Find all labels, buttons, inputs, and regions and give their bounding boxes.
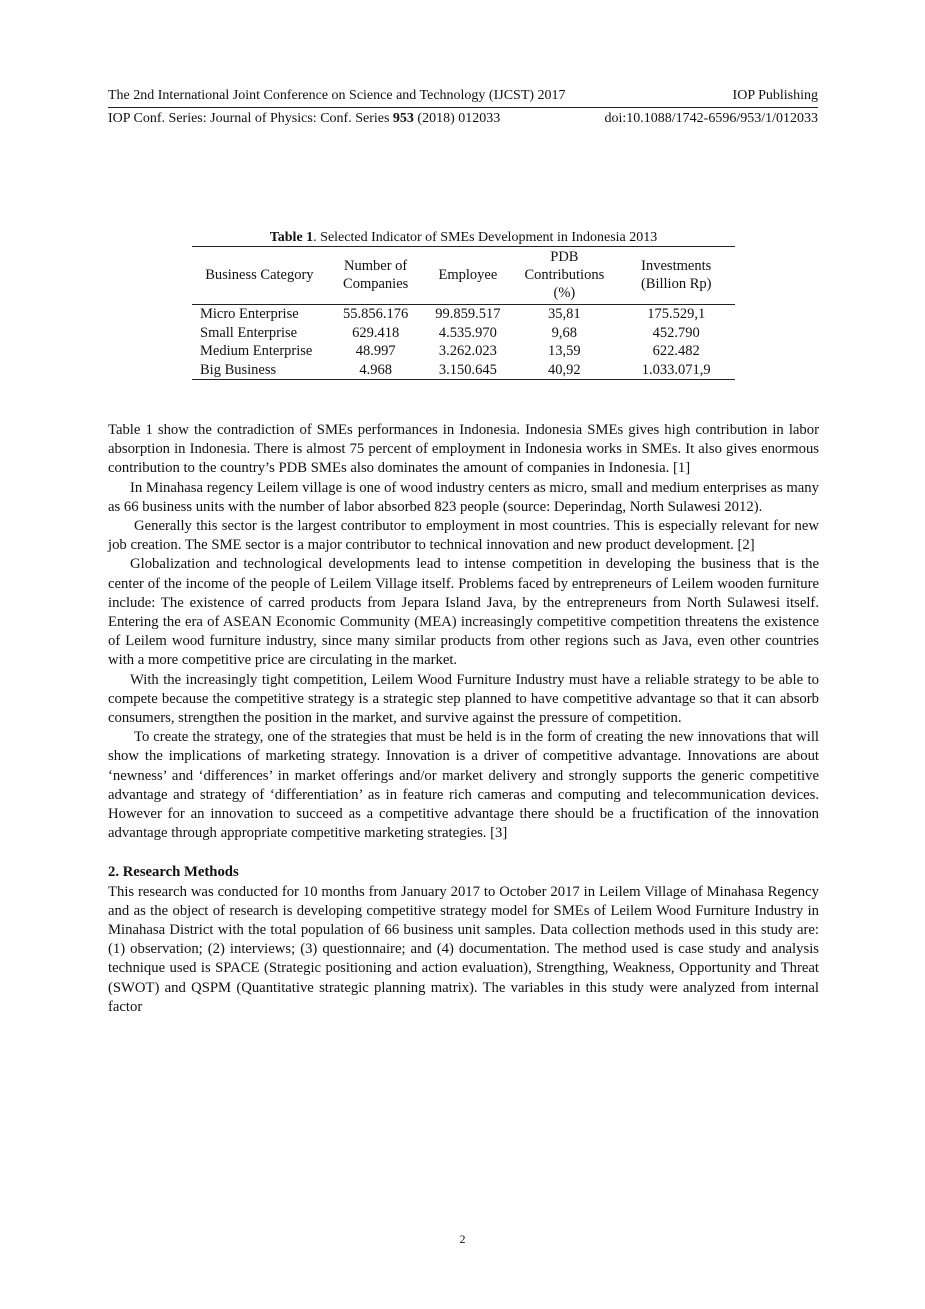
cell-employee: 3.262.023 bbox=[438, 343, 497, 359]
table-row bbox=[192, 305, 735, 324]
doi: doi:10.1088/1742-6596/953/1/012033 bbox=[604, 111, 818, 126]
cell-companies: 48.997 bbox=[355, 343, 396, 359]
paragraph: Globalization and technological developments lead to intense competition in developing the business that is the center of the income of the people of Leilem Village itself. Problems faced by entrepreneurs of Leilem wooden furniture include: The existence of carred products from Jepara Island Java, by the entrepreneurs from North Sulawesi itself. Entering the era of ASEAN Economic Community (MEA) increasingly competitive competition threatens the existence of Leilem wood furniture industry, since many similar products from other regions such as Java, even other countries with a more competitive price are circulating in the market. bbox=[108, 556, 819, 669]
conference-name: The 2nd International Joint Conference on Science and Technology (IJCST) 2017 bbox=[108, 88, 566, 103]
cell-pdb: 9,68 bbox=[551, 324, 578, 341]
cell-companies: 55.856.176 bbox=[343, 306, 409, 322]
cell-investments: 175.529,1 bbox=[647, 306, 706, 322]
table-row bbox=[192, 361, 735, 380]
publisher-name: IOP Publishing bbox=[732, 88, 818, 103]
cell-companies: 629.418 bbox=[352, 324, 400, 341]
table-1 bbox=[192, 229, 735, 380]
paragraph: To create the strategy, one of the strategies that must be held is in the form of creating the new innovations that will show the implications of marketing strategy. Innovation is a driver of competitive advantage. Innovations are about ‘newness’ and ‘differences’ in market offerings and/or market delivery and strongly supports the generic competitive advantage and strategy of ‘differentiation’ as in feature rich cameras and computing and telecommunication devices. However for an innovation to succeed as a competitive advantage there should be a fructification of the innovation advantage through appropriate competitive marketing strategies. [3] bbox=[108, 729, 819, 842]
cell-category: Medium Enterprise bbox=[200, 343, 313, 359]
header-number-of-companies: Number of Companies bbox=[327, 247, 425, 305]
table-row bbox=[192, 324, 735, 343]
cell-companies: 4.968 bbox=[359, 361, 392, 378]
cell-pdb: 40,92 bbox=[548, 361, 581, 378]
paragraph: Table 1 show the contradiction of SMEs performances in Indonesia. Indonesia SMEs gives high contribution in labor absorption in Indonesia. There is almost 75 percent of employment in Indonesia works in SMEs. It also gives enormous contribution to the country’s PDB SMEs also dominates the amount of companies in Indonesia. [1] bbox=[108, 422, 819, 477]
header-employee: Employee bbox=[425, 247, 512, 305]
cell-investments: 452.790 bbox=[652, 324, 700, 341]
cell-employee: 3.150.645 bbox=[438, 361, 497, 378]
page-number: 2 bbox=[459, 1232, 466, 1246]
paragraph: This research was conducted for 10 months from January 2017 to October 2017 in Leilem Village of Minahasa Regency and as the object of research is developing competitive strategy model for SMEs of Leilem Wood Furniture Industry in Minahasa District with the total population of 66 business unit samples. Data collection methods used in this study are: (1) observation; (2) interviews; (3) questionnaire; and (4) documentation. The method used is case study and analysis technique used is SPACE (Strategic positioning and action evaluation), Strengthing, Weakness, Opportunity and Threat (SWOT) and QSPM (Quantitative strategic planning matrix). The variables in this study were analyzed from internal factor bbox=[108, 883, 819, 1015]
cell-pdb: 13,59 bbox=[548, 343, 581, 359]
header-pdb-contributions: PDB Contributions (%) bbox=[511, 247, 617, 305]
cell-category: Micro Enterprise bbox=[200, 306, 299, 322]
paragraph: In Minahasa regency Leilem village is one of wood industry centers as micro, small and medium enterprises as many as 66 business units with the number of labor absorbed 823 people (source: Deperindag, North Sulawesi 2012). bbox=[108, 479, 819, 515]
cell-investments: 1.033.071,9 bbox=[641, 361, 711, 378]
table-caption: Table 1. Selected Indicator of SMEs Development in Indonesia 2013 bbox=[269, 230, 658, 245]
header-rule bbox=[108, 107, 818, 108]
cell-category: Small Enterprise bbox=[200, 324, 298, 341]
cell-category: Big Business bbox=[200, 361, 277, 378]
table-row bbox=[192, 342, 735, 361]
section-heading: 2. Research Methods bbox=[108, 864, 239, 881]
cell-employee: 99.859.517 bbox=[435, 306, 501, 322]
header-business-category: Business Category bbox=[192, 247, 327, 305]
paragraph: Generally this sector is the largest contributor to employment in most countries. This is especially relevant for new job creation. The SME sector is a major contributor to technical innovation and new product development. [2] bbox=[108, 518, 819, 554]
table-header-row bbox=[192, 247, 735, 305]
paragraph: With the increasingly tight competition, Leilem Wood Furniture Industry must have a reliable strategy to be able to compete because the competitive strategy is a strategic step planned to have competitive advantage so that it can absorb consumers, strengthen the position in the market, and survive against the pressure of competition. bbox=[108, 671, 819, 727]
cell-pdb: 35,81 bbox=[548, 306, 581, 322]
cell-investments: 622.482 bbox=[652, 343, 700, 359]
header-investments: Investments (Billion Rp) bbox=[617, 247, 735, 305]
series-citation: IOP Conf. Series: Journal of Physics: Conf. Series 953 (2018) 012033 bbox=[108, 111, 501, 126]
running-header bbox=[108, 88, 818, 129]
cell-employee: 4.535.970 bbox=[438, 324, 497, 341]
body-text bbox=[108, 421, 819, 1017]
volume-number: 953 bbox=[392, 111, 414, 126]
